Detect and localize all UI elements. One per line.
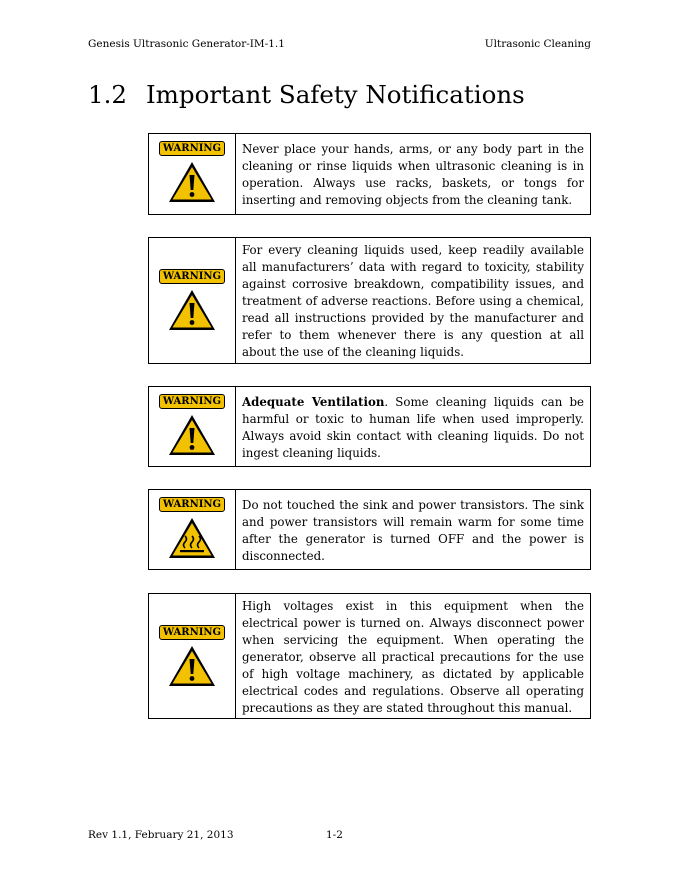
warning-box-chemical-data bbox=[148, 237, 591, 364]
warning-box-hot-surface bbox=[148, 489, 591, 570]
warning-text-cell bbox=[236, 134, 590, 214]
hot-surface-icon bbox=[167, 516, 217, 560]
exclamation-triangle-icon bbox=[167, 160, 217, 204]
warning-label: WARNING bbox=[159, 269, 225, 284]
warning-box-high-voltage bbox=[148, 593, 591, 719]
warning-bold-lead: Adequate Ventilation bbox=[242, 394, 385, 409]
exclamation-triangle-icon bbox=[167, 288, 217, 332]
warning-label: WARNING bbox=[159, 394, 225, 409]
warning-text-cell bbox=[236, 594, 590, 718]
warning-text: Never place your hands, arms, or any body part in the cleaning or rinse liquids when ultrasonic cleaning is in operation. Always use racks, baskets, or tongs for inserting and removing objects from the cleaning tank. bbox=[242, 142, 584, 207]
section-title-text: Important Safety Notifications bbox=[146, 80, 525, 109]
warning-text-cell bbox=[236, 387, 590, 466]
warning-label: WARNING bbox=[159, 497, 225, 512]
warning-label: WARNING bbox=[159, 141, 225, 156]
warning-text: For every cleaning liquids used, keep readily available all manufacturers’ data with regard to toxicity, stability against corrosive breakdown, compatibility issues, and treatment of adverse reactions. Before using a chemical, read all instructions provided by the manufacturer and refer to them whenever there is any question at all about the use of the cleaning liquids. bbox=[242, 243, 584, 359]
warning-text-rest: . Some cleaning liquids can be harmful or toxic to human life when used improperly. Always avoid skin contact with cleaning liquids. Do not ingest cleaning liquids. bbox=[242, 394, 584, 460]
warning-icon-cell bbox=[149, 490, 236, 569]
warning-text-cell bbox=[236, 490, 590, 569]
exclamation-triangle-icon bbox=[167, 644, 217, 688]
exclamation-triangle-icon bbox=[167, 413, 217, 457]
warning-icon-cell bbox=[149, 594, 236, 718]
warning-icon-cell bbox=[149, 134, 236, 214]
warning-box-hands bbox=[148, 133, 591, 215]
warning-label: WARNING bbox=[159, 625, 225, 640]
warning-icon-cell bbox=[149, 238, 236, 363]
warning-text: Do not touched the sink and power transistors. The sink and power transistors will remain warm for some time after the generator is turned OFF and the power is disconnected. bbox=[242, 497, 584, 563]
warning-text-cell bbox=[236, 238, 590, 363]
warning-text: High voltages exist in this equipment when the electrical power is turned on. Always disconnect power when servicing the equipment. When operating the generator, observe all practical precautions for the use of high voltage machinery, as dictated by applicable electrical codes and regulations. Observe all operating precautions as they are stated throughout this manual. bbox=[242, 598, 584, 715]
section-number: 1.2 bbox=[88, 80, 127, 109]
warning-box-ventilation bbox=[148, 386, 591, 467]
warning-text bbox=[242, 394, 584, 462]
section-title bbox=[88, 80, 525, 109]
header-section-name: Ultrasonic Cleaning bbox=[484, 38, 591, 50]
footer-revision: Rev 1.1, February 21, 2013 bbox=[88, 829, 234, 841]
footer-page-number: 1-2 bbox=[326, 829, 343, 841]
header-document-title: Genesis Ultrasonic Generator-IM-1.1 bbox=[88, 38, 285, 50]
warning-icon-cell bbox=[149, 387, 236, 466]
